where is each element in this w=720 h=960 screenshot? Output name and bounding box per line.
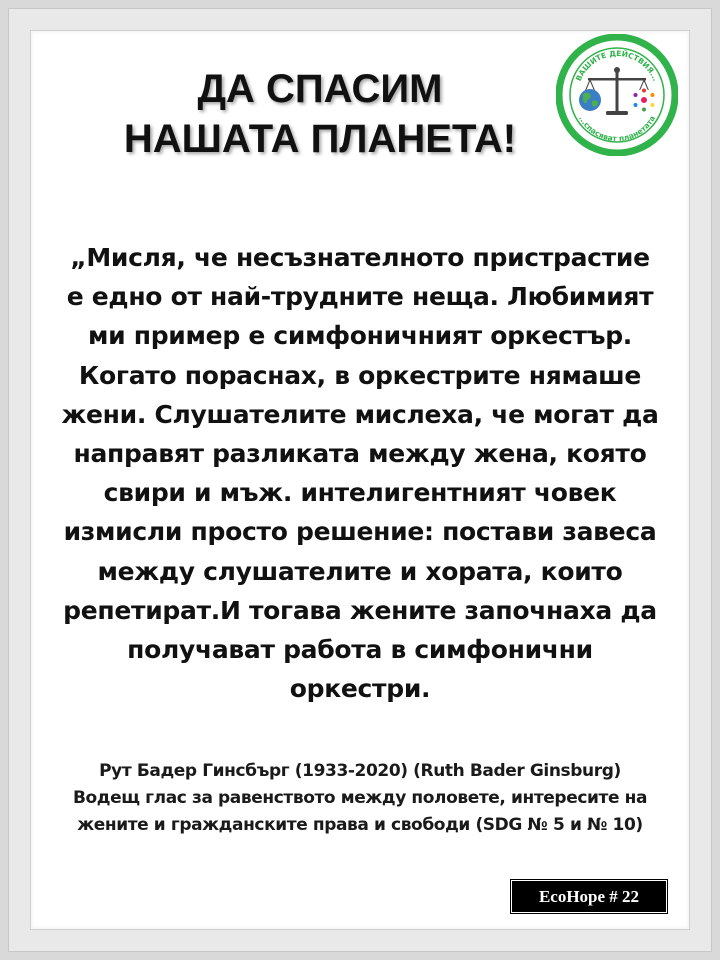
quote-line: Когато пораснах, в оркестрите нямаше: [78, 360, 642, 390]
author-line: Водещ глас за равенството между половете, интересите на: [72, 788, 648, 808]
quote-line: свири и мъж. интелигентният човек: [103, 478, 617, 508]
quote-line: „Мисля, че несъзнателното пристрастие: [70, 243, 650, 272]
quote-line: е едно от най-трудните неща. Любимият: [66, 282, 654, 312]
quote-text: [56, 238, 664, 708]
scales-globe-people-icon: [556, 34, 678, 156]
quote-line: оркестри.: [289, 674, 431, 704]
ecohope-badge: EcoHope # 22: [511, 880, 667, 913]
title-line-1: ДА СПАСИМ: [197, 67, 443, 111]
quote-line: направят разликата между жена, която: [73, 439, 647, 469]
logo-bottom-text: ...спасяват планетата: [576, 114, 658, 144]
quote-line: получават работа в симфонични: [127, 635, 593, 665]
author-line: жените и гражданските права и свободи (SDG № 5 и № 10): [77, 815, 643, 835]
quote-line: жени. Слушателите мислеха, че могат да: [61, 399, 659, 429]
author-line: Рут Бадер Гинсбърг (1933-2020) (Ruth Bader Ginsburg): [99, 761, 621, 781]
quote-line: репетират.И тогава жените започнаха да: [63, 595, 657, 625]
quote-line: измисли просто решение: постави завеса: [63, 517, 657, 547]
author-attribution: [56, 758, 664, 839]
title-line-2: НАШАТА ПЛАНЕТА!: [123, 117, 517, 161]
quote-line: ми пример е симфоничният оркестър.: [87, 321, 632, 351]
logo-top-text: ВАШИТЕ ДЕЙСТВИЯ...: [573, 48, 661, 83]
page-title: [70, 64, 570, 164]
quote-line: между слушателите и хората, които: [97, 556, 623, 586]
